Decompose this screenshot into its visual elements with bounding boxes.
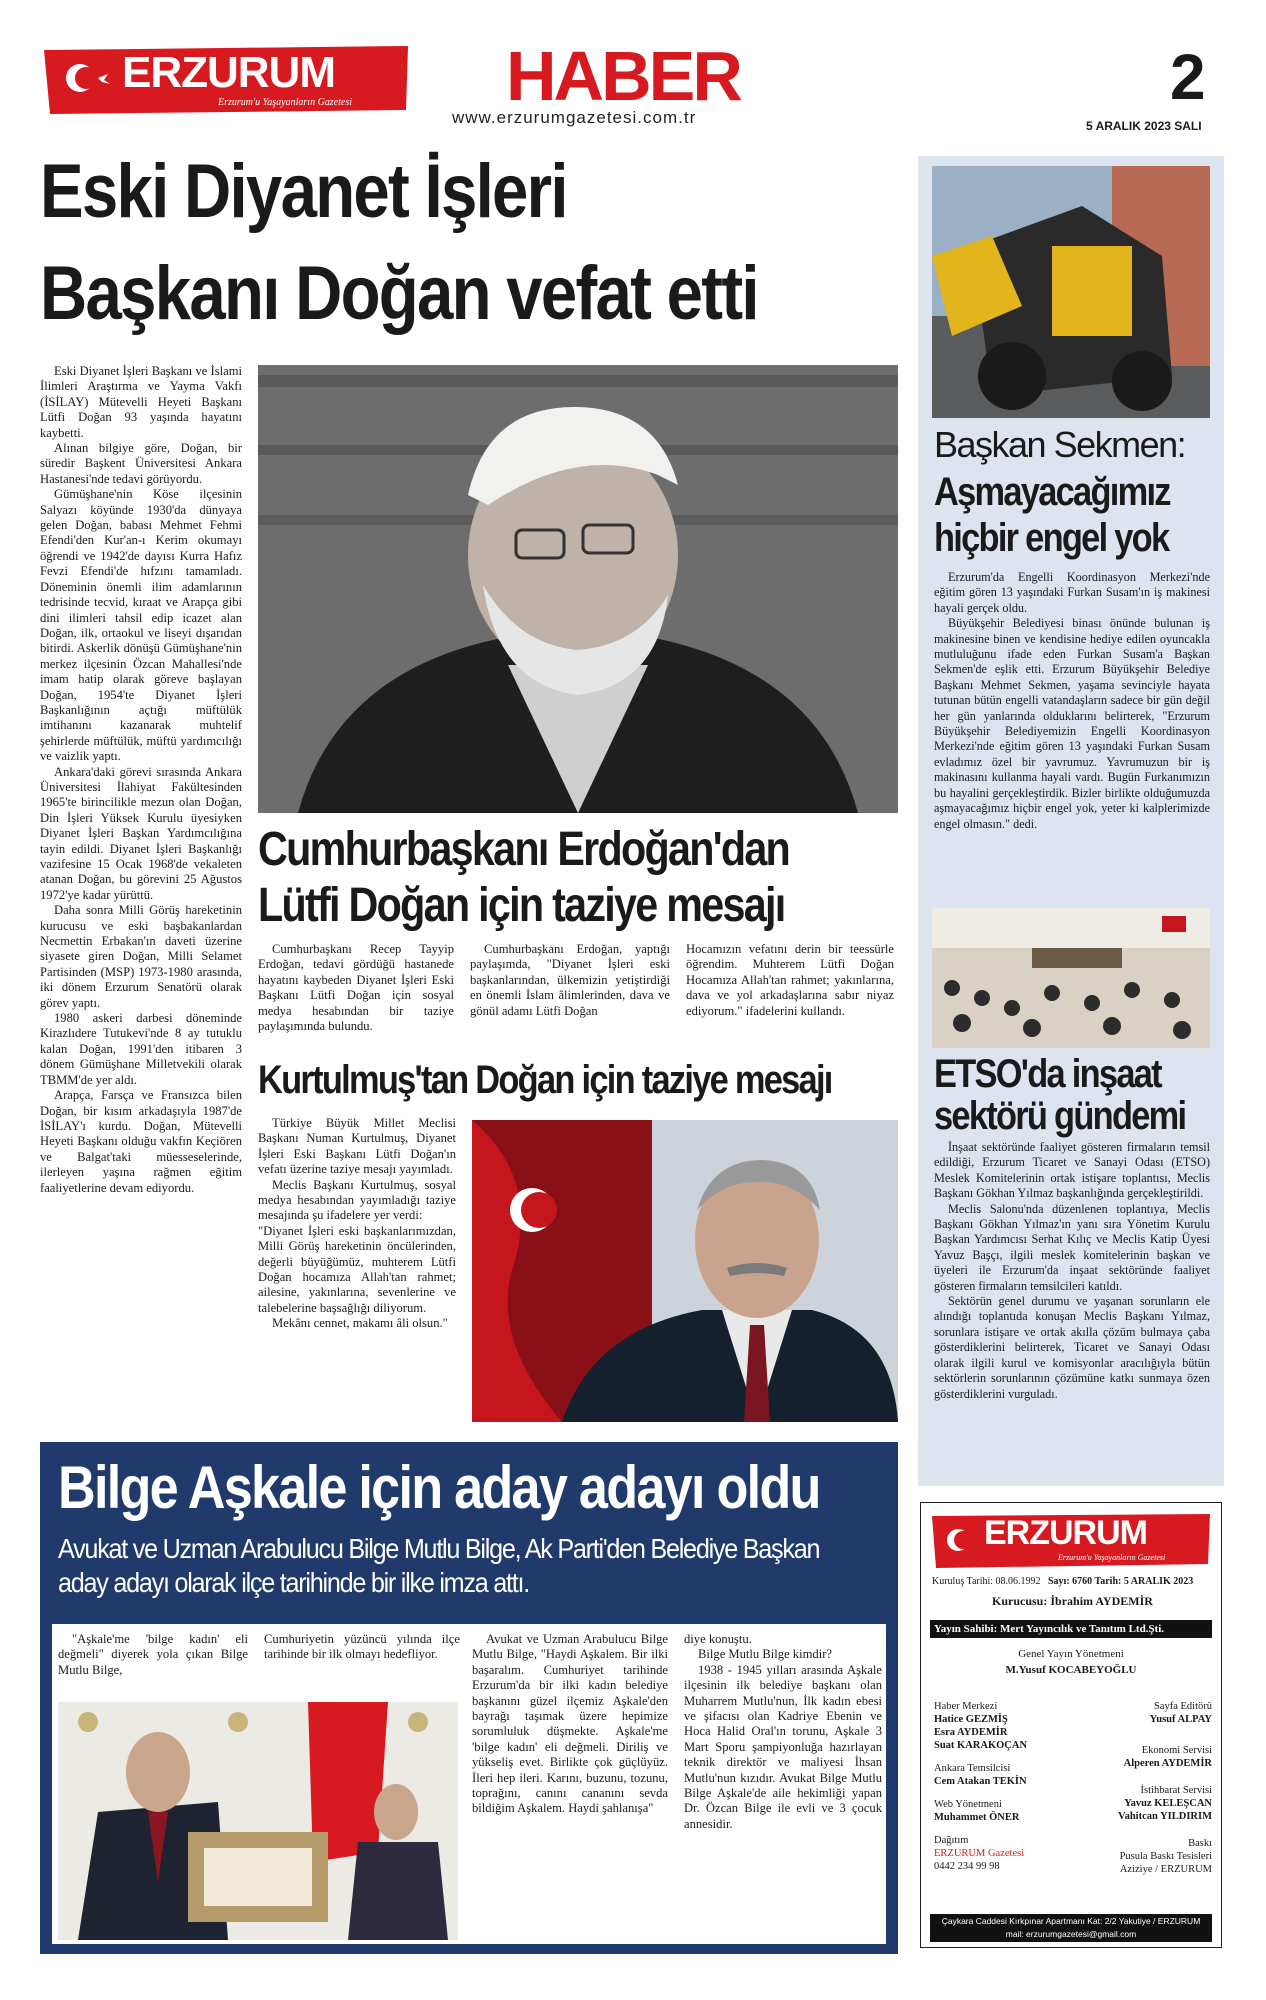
imprint-phone: 0442 234 99 98 (934, 1861, 1000, 1872)
imprint-person: Cem Atakan TEKİN (934, 1776, 1027, 1787)
erdogan-paragraph: Cumhurbaşkanı Erdoğan, yaptığı paylaşımda, "Diyanet İşleri eski başkanlarından, ülkemizin yetiştirdiği en önemli İslam âlimlerinden, dava ve gönül adamı Lütfi Doğan (470, 942, 670, 1018)
kurtulmus-body (258, 1116, 456, 1332)
portrait-photo-icon (472, 1120, 898, 1422)
imprint-person: Pusula Baskı Tesisleri (1119, 1851, 1212, 1862)
imprint-role: Ekonomi Servisi (1141, 1745, 1212, 1756)
sekmen-paragraph: Erzurum'da Engelli Koordinasyon Merkezi'nde eğitim gören 13 yaşındaki Furkan Susam'ın iş makinesi hayali gerçek oldu. (934, 570, 1210, 615)
erdogan-col-2 (470, 942, 670, 1019)
imprint-role: Dağıtım (934, 1835, 969, 1846)
imprint-person: Hatice GEZMİŞ (934, 1714, 1008, 1725)
imprint-person: Esra AYDEMİR (934, 1727, 1008, 1738)
bilge-paragraph: diye konuştu. (684, 1632, 752, 1646)
imprint-tagline: Erzurum'u Yaşayanların Gazetesi (1058, 1553, 1166, 1562)
masthead-logo-text: ERZURUM (122, 48, 335, 97)
main-paragraph: Eski Diyanet İşleri Başkanı ve İslami İlimleri Araştırma ve Yayma Vakfı (İSİLAY) Mütevelli Heyeti Başkanı Lütfi Doğan 93 yaşında hayatını kaybetti. (40, 364, 242, 440)
erdogan-paragraph: Hocamızın vefatını derin bir teessürle öğrendim. Muhterem Lütfi Doğan Hocamıza Allah'tan rahmet; yakınlarına, dava ve yol arkadaşlarına sabır niyaz ediyorum." ifadelerini kullandı. (686, 942, 894, 1018)
imprint-role: Haber Merkezi (934, 1701, 998, 1712)
imprint-issue: Sayı: 6760 Tarih: 5 ARALIK 2023 (1048, 1576, 1194, 1587)
imprint-person: Vahitcan YILDIRIM (1117, 1811, 1212, 1822)
bilge-subhead: Avukat ve Uzman Arabulucu Bilge Mutlu Bilge, Ak Parti'den Belediye Başkan aday adayı olarak ilçe tarihinde bir ilke imza attı. (58, 1533, 820, 1598)
meeting-room-icon (932, 908, 1210, 1048)
kurtulmus-paragraph: Türkiye Büyük Millet Meclisi Başkanı Numan Kurtulmuş, Diyanet İşleri Eski Başkanı Lütfi Doğan'ın vefatı üzerine taziye mesajı yayımladı. (258, 1116, 456, 1177)
imprint-role: Sayfa Editörü (1153, 1701, 1212, 1712)
main-paragraph: Ankara'daki görevi sırasında Ankara Üniversitesi İlahiyat Fakültesinden 1965'te birincilikle mezun olan Doğan, Din İşleri Yüksek Kurulu üyesiyken Diyanet İşleri Başkan Yardımcılığına tayin edildi. Diyanet İşleri Başkanlığı vazifesine 15 Ocak 1968'de vekaleten atanan Doğan, bu görevini 25 Ağustos 1972'ye kadar yürüttü. (40, 764, 242, 902)
issue-date: 5 ARALIK 2023 SALI (1086, 119, 1202, 133)
website[interactable]: www.erzurumgazetesi.com.tr (452, 108, 697, 127)
sekmen-headline-1: Aşmayacağımız (934, 470, 1170, 514)
etso-paragraph: Meclis Salonu'nda düzenlenen toplantıya, Meclis Başkanı Gökhan Yılmaz'ın yanı sıra Yönetim Kurulu Başkan Yardımcısı Serhat Kılıç ve Meclis Katip Üyesi Yavuz Başçı, ilgili meslek komitelerinin başkan ve üyeleri ile Erzurum'da inşaat sektöründe faaliyet gösteren firmaların temsilcileri katıldı. (934, 1201, 1210, 1293)
erdogan-col-3 (686, 942, 894, 1019)
imprint-address: Çaykara Caddesi Kırkpınar Apartmanı Kat: 2/2 Yakutiye / ERZURUM (941, 1916, 1201, 1926)
imprint-person: Aziziye / ERZURUM (1119, 1864, 1212, 1875)
bilge-col-3 (472, 1632, 668, 1817)
imprint-logo (930, 1512, 1212, 1568)
bilge-subheading: Bilge Mutlu Bilge kimdir? (698, 1647, 832, 1662)
bilge-paragraph: Cumhuriyetin yüzüncü yılında ilçe tarihinde bir ilk olmayı hedefliyor. (264, 1632, 460, 1662)
imprint-founder: Kurucusu: İbrahim AYDEMİR (992, 1594, 1153, 1608)
imprint-logo-text: ERZURUM (984, 1514, 1147, 1552)
kurtulmus-paragraph: Meclis Başkanı Kurtulmuş, sosyal medya hesabından yayımladığı taziye mesajında şu ifadelere yer verdi: (258, 1177, 456, 1223)
main-paragraph: 1980 askeri darbesi döneminde Kirazlıdere Tutukevi'nde 8 ay tutuklu kalan Doğan, 1991'den itibaren 3 dönem Gümüşhane Milletvekili olarak TBMM'de yer aldı. (40, 1011, 242, 1087)
kurtulmus-paragraph: "Diyanet İşleri eski başkanlarımızdan, Milli Görüş hareketinin öncülerinden, değerli büyüğümüz, muhterem Lütfi Doğan hocamıza Allah'tan rahmet; ailesine, yakınlarına, sevenlerine ve talebelerine başsağlığı diliyorum. (258, 1223, 456, 1315)
excavator-icon (932, 166, 1210, 418)
kurtulmus-headline: Kurtulmuş'tan Doğan için taziye mesajı (258, 1058, 832, 1102)
masthead-tagline: Erzurum'u Yaşayanların Gazetesi (218, 97, 353, 108)
etso-body (934, 1140, 1210, 1402)
main-paragraph: Daha sonra Milli Görüş hareketinin kurucusu ve eski başbakanlardan Necmettin Erbakan'ın daveti üzerine siyasete giren Doğan, Milli Selamet Partisinden (MSP) 1973-1980 arasında, iki dönem Erzurum Senatörü olarak görev yaptı. (40, 903, 242, 1010)
imprint-role: İstihbarat Servisi (1140, 1785, 1212, 1796)
imprint-right-column (1060, 1700, 1212, 1876)
bilge-col-1 (58, 1632, 248, 1678)
sekmen-headline-2: hiçbir engel yok (934, 516, 1169, 560)
imprint-email[interactable]: mail: erzurumgazetesi@gmail.com (1005, 1929, 1137, 1939)
page-number: 2 (1170, 41, 1206, 113)
imprint-left-column (934, 1700, 1074, 1873)
imprint-person: Yusuf ALPAY (1149, 1714, 1212, 1725)
etso-paragraph: İnşaat sektöründe faaliyet gösteren firmaların temsil edildiği, Erzurum Ticaret ve Sanayi Odası (ETSO) Meslek Komitelerinin ortak istişare toplantısı, Meclis Başkanı Gökhan Yılmaz başkanlığında gerçekleştirildi. (934, 1140, 1210, 1201)
ceremony-photo-icon (58, 1702, 458, 1940)
imprint-footer (930, 1914, 1212, 1942)
main-paragraph: Arapça, Farsça ve Fransızca bilen Doğan, bir kısım arkadaşıyla 1987'de İSİLAY'ı kurdu. Doğan, Mütevelli Heyeti Başkanı olduğu vakfın Keçiören ve Balgat'taki müesseselerinde, ilerleyen yaşına rağmen eğitim faaliyetlerine devam ediyordu. (40, 1088, 242, 1195)
erdogan-paragraph: Cumhurbaşkanı Recep Tayyip Erdoğan, tedavi gördüğü hastanede hayatını kaybeden Diyanet İşleri Eski Başkanı Lütfi Doğan için sosyal medya hesabından bir taziye paylaşımında bulundu. (258, 942, 454, 1034)
sekmen-headline-light: Başkan Sekmen: (934, 424, 1186, 465)
imprint-person: Suat KARAKOÇAN (934, 1740, 1028, 1751)
main-headline-1: Eski Diyanet İşleri (40, 149, 567, 234)
main-paragraph: Alınan bilgiye göre, Doğan, bir süredir Başkent Üniversitesi Ankara Hastanesi'nde tedavi görüyordu. (40, 441, 242, 486)
etso-headline-1: ETSO'da inşaat (934, 1052, 1161, 1096)
imprint-owner: Yayın Sahibi: Mert Yayıncılık ve Tanıtım Ltd.Şti. (930, 1620, 1212, 1638)
bilge-paragraph: Avukat ve Uzman Arabulucu Bilge Mutlu Bilge, "Haydi Aşkalem. Bir ilki başaralım. Cumhuriyet tarihinde Erzurum'da bir ilki kadın belediye başkanını güzel ilçemiz Aşkale'den bayrağı taşımak üzere hepimize sorumluluk düşmekte. Aşkale'me 'bilge kadın' eli değmeli. Diriliş ve yükseliş evet. Birlikte çok güçlüyüz. İleri hep ileri. Karını, buzunu, tozunu, toprağını, canını cananını sevda bildiğim Aşkalem. Haydi şahlanışa" (472, 1632, 668, 1816)
sekmen-paragraph: Büyükşehir Belediyesi binası önünde bulunan iş makinesine binen ve kendisine hediye edilen oyuncakla mutluluğunu ifade eden Furkan Susam'a Başkan Sekmen'de eşlik etti. Erzurum Büyükşehir Belediye Başkanı Mehmet Sekmen, yaşama sevinciyle hayata tutunan bütün engelli vatandaşların sadece bir gün değil her gün yanlarında olduklarını belirterek, "Erzurum Büyükşehir Belediyemizin Engelli Koordinasyon Merkezi'nde eğitim gören 13 yaşındaki Furkan Susam evladımız özel bir yavrumuz. Yavrumuzun bir iş makinasını kullanma hayali vardı. Bugün Furkanımızın bu hayalini gerçekleştirdik. Bizler birlikte olduğumuzda aşmayacağımız hiçbir engel yok, yeter ki kalplerimizde engel olmasın." dedi. (934, 616, 1210, 831)
etso-meeting-photo (932, 908, 1210, 1048)
imprint-role: Ankara Temsilcisi (934, 1763, 1011, 1774)
imprint-person: Yavuz KELEŞCAN (1124, 1798, 1212, 1809)
portrait-photo-icon (258, 365, 898, 813)
erdogan-headline-1: Cumhurbaşkanı Erdoğan'dan (258, 823, 790, 876)
imprint-founded: Kuruluş Tarihi: 08.06.1992 (932, 1576, 1041, 1587)
erdogan-headline-2: Lütfi Doğan için taziye mesajı (258, 879, 785, 932)
excavator-photo (932, 166, 1210, 418)
imprint-gm-title: Genel Yayın Yönetmeni (1018, 1648, 1124, 1660)
imprint-person: Alperen AYDEMİR (1123, 1758, 1212, 1769)
masthead-logo (40, 44, 412, 114)
sekmen-body (934, 570, 1210, 832)
lutfi-dogan-photo (258, 365, 898, 813)
bilge-paragraph: 1938 - 1945 yılları arasında Aşkale ilçesinin ilk belediye başkanı olan Muharrem Mutlu'nun, İlk kadın ebesi ve şifacısı olan Kadriye Ebenin ve Hoca Halid Oral'ın torunu, Aşkale 3 Mart Sporu şampiyonluğa hazırlayan teknik direktör ve maliyesi İhsan Mutlu'nun kızıdır. Avukat Bilge Mutlu Bilge Aşkale'de aile hekimliği yapan Dr. Özcan Bilge ile evli ve 3 çocuk annesidir. (684, 1662, 882, 1831)
bilge-col-4 (684, 1632, 882, 1832)
main-paragraph: Gümüşhane'nin Köse ilçesinin Salyazı köyünde 1930'da dünyaya gelen Doğan, babası Mehmet Fehmi Efendi'den Kur'an-ı Kerim okumayı öğrendi ve 1942'de dayısı Kurra Hafız Fevzi Efendi'de hıfzını tamamladı. Döneminin önemli ilim adamlarının tedrisinde tecvid, kıraat ve Arapça gibi dini ilimleri tahsil edip icazet alan Doğan, ilk, ortaokul ve liseyi dışarıdan bitirdi. Askerlik dönüşü Gümüşhane'nin merkez ilçesinin Özcan Mahallesi'nde imam hatip olarak göreve başlayan Doğan, 1954'te Diyanet İşleri Başkanlığının açtığı müftülük imtihanını kazanarak muhtelif şehirlerde müftülük, müftü yardımcılığı ve vaizlik yaptı. (40, 487, 242, 764)
etso-headline-2: sektörü gündemi (934, 1094, 1186, 1138)
imprint-role: Web Yönetmeni (934, 1799, 1002, 1810)
imprint-person: ERZURUM Gazetesi (934, 1848, 1025, 1859)
imprint-role: Baskı (1188, 1838, 1212, 1849)
main-article-body (40, 364, 242, 1196)
bilge-erdogan-photo (58, 1702, 458, 1940)
kurtulmus-photo (472, 1120, 898, 1422)
main-headline-2: Başkanı Doğan vefat etti (40, 251, 758, 336)
erdogan-col-1 (258, 942, 454, 1034)
imprint-person: Muhammet ÖNER (934, 1812, 1020, 1823)
kurtulmus-paragraph: Mekânı cennet, makamı âli olsun." (272, 1316, 448, 1331)
bilge-col-2 (264, 1632, 460, 1663)
bilge-headline: Bilge Aşkale için aday adayı oldu (58, 1454, 820, 1521)
section-title: HABER (506, 37, 740, 115)
bilge-paragraph: "Aşkale'me 'bilge kadın' eli değmeli" diyerek yola çıkan Bilge Mutlu Bilge, (58, 1632, 248, 1677)
imprint-gm-name: M.Yusuf KOCABEYOĞLU (1005, 1664, 1137, 1676)
etso-paragraph: Sektörün genel durumu ve yaşanan sorunların ele alındığı toplantıda konuşan Meclis Başkanı Yılmaz, sorunlara istişare ve ortak akılla çözüm bulmaya çaba gösterdiklerini belirterek, Ticaret ve Sanayi Odası olarak ilgili kurul ve komisyonlar aracılığıyla bütün sektörlerin sorunlarının çözümüne katkı sunmaya özen gösterdiklerini vurguladı. (934, 1294, 1210, 1401)
